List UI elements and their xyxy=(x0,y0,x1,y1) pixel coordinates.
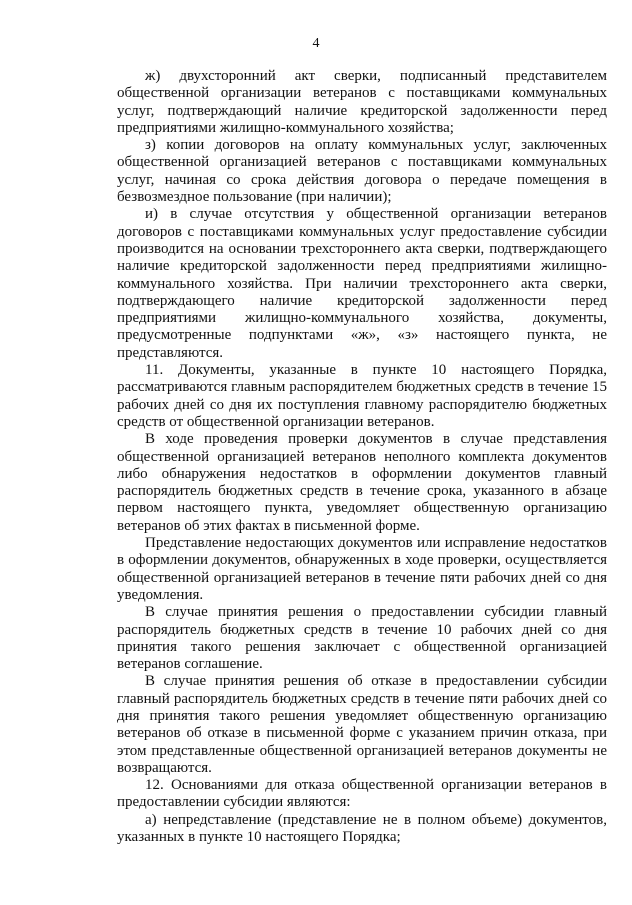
paragraph-a: а) непредставление (представление не в полном объеме) документов, указанных в пункте 10 настоящего Порядка; xyxy=(117,811,607,846)
paragraph-missing-documents: Представление недостающих документов или исправление недостатков в оформлении документов, обнаруженных в ходе проверки, осуществляется общественной организацией ветеранов в течение пяти рабочих дней со дня уведомления. xyxy=(117,535,607,603)
paragraph-11: 11. Документы, указанные в пункте 10 настоящего Порядка, рассматриваются главным распорядителем бюджетных средств в течение 15 рабочих дней со дня их поступления главному распорядителю бюджетных средств от общественной организации ветеранов. xyxy=(117,362,607,430)
paragraph-review-documents: В ходе проведения проверки документов в случае представления общественной организацией ветеранов неполного комплекта документов либо обнаружения недостатков в оформлении документов главный распорядитель бюджетных средств в течение срока, указанного в абзаце первом настоящего пункта, уведомляет общественную организацию ветеранов об этих фактах в письменной форме. xyxy=(117,431,607,534)
paragraph-decision-grant: В случае принятия решения о предоставлении субсидии главный распорядитель бюджетных средств в течение 10 рабочих дней со дня принятия такого решения заключает с общественной организацией ветеранов соглашение. xyxy=(117,604,607,673)
document-body xyxy=(117,68,607,846)
paragraph-12: 12. Основаниями для отказа общественной организации ветеранов в предоставлении субсидии являются: xyxy=(117,777,607,811)
paragraph-decision-refusal: В случае принятия решения об отказе в предоставлении субсидии главный распорядитель бюджетных средств в течение пяти рабочих дней со дня принятия такого решения уведомляет общественную организацию ветеранов об отказе в письменной форме с указанием причин отказа, при этом представленные общественной организацией ветеранов документы не возвращаются. xyxy=(117,673,607,776)
paragraph-i: и) в случае отсутствия у общественной организации ветеранов договоров с поставщиками коммунальных услуг предоставление субсидии производится на основании трехстороннего акта сверки, подтверждающего наличие кредиторской задолженности перед предприятиями жилищно-коммунального хозяйства. При наличии трехстороннего акта сверки, подтверждающего наличие кредиторской задолженности перед предприятиями жилищно-коммунального хозяйства, документы, предусмотренные подпунктами «ж», «з» настоящего пункта, не представляются. xyxy=(117,206,607,361)
page-number: 4 xyxy=(312,36,320,51)
paragraph-zh: ж) двухсторонний акт сверки, подписанный представителем общественной организации ветеранов с поставщиками коммунальных услуг, подтверждающий наличие кредиторской задолженности перед предприятиями жилищно-коммунального хозяйства; xyxy=(117,68,607,136)
paragraph-z: з) копии договоров на оплату коммунальных услуг, заключенных общественной организацией ветеранов с поставщиками коммунальных услуг, начиная со срока действия договора о передаче помещения в безвозмездное пользование (при наличии); xyxy=(117,137,607,206)
